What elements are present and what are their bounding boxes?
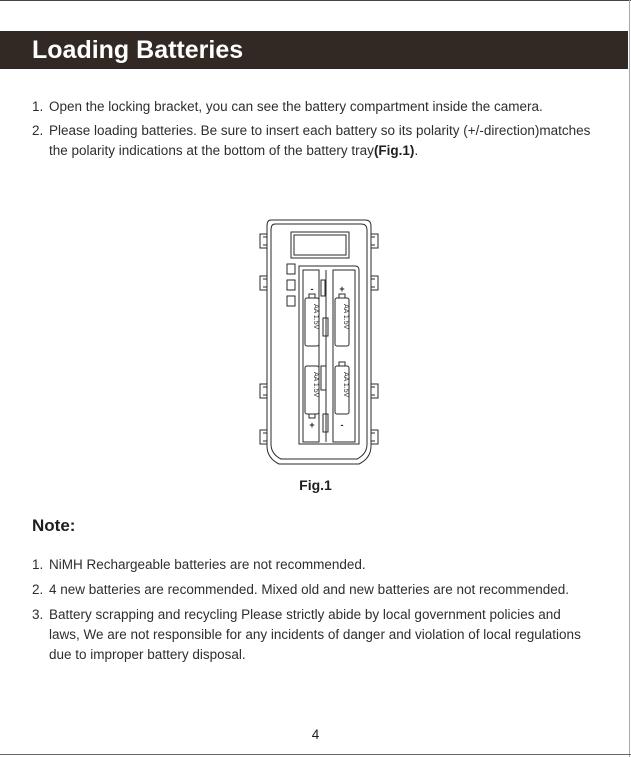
note-number: 1. xyxy=(32,557,44,572)
figure-caption: Fig.1 xyxy=(299,477,332,493)
step-item xyxy=(32,97,592,117)
step-number: 1. xyxy=(32,99,44,114)
note-item xyxy=(32,605,592,665)
step-item xyxy=(32,121,592,161)
battery-2-label: AA 1.5V xyxy=(342,304,349,330)
note-text: Battery scrapping and recycling Please strictly abide by local government policies and laws, We are not responsible for any incidents of danger and violation of local regulations due to improper battery disposal. xyxy=(49,607,581,662)
page-top-border xyxy=(0,0,631,1)
polarity-minus-top-left: - xyxy=(310,284,314,294)
polarity-plus-top-right: + xyxy=(339,284,345,294)
display-window xyxy=(291,232,349,258)
note-item xyxy=(32,580,592,600)
mount-tab-right-1 xyxy=(371,234,378,248)
note-text: NiMH Rechargeable batteries are not recommended. xyxy=(49,557,366,572)
mount-tab-left-1 xyxy=(260,234,267,248)
battery-1-label: AA 1.5V xyxy=(312,304,319,330)
step-text xyxy=(32,121,592,161)
note-number: 2. xyxy=(32,582,44,597)
battery-tray xyxy=(299,266,359,444)
header-bar xyxy=(0,31,628,69)
mount-tab-left-3 xyxy=(260,384,267,398)
battery-4-label: AA 1.5V xyxy=(342,372,349,398)
mount-tab-left-2 xyxy=(260,276,267,290)
mount-tab-right-2 xyxy=(371,276,378,290)
switch-3 xyxy=(287,296,295,306)
page-title: Loading Batteries xyxy=(32,36,244,64)
instruction-steps xyxy=(32,97,592,165)
contact-top xyxy=(321,280,325,296)
display-window-inner xyxy=(294,235,346,255)
note-number: 3. xyxy=(32,607,44,622)
polarity-minus-bottom-right: - xyxy=(340,420,344,430)
page-number: 4 xyxy=(311,727,320,742)
mount-tab-right-4 xyxy=(371,430,378,444)
step-text-body: Please loading batteries. Be sure to insert each battery so its polarity (+/-direction)matches the polarity indications at the bottom of the battery tray xyxy=(49,123,591,158)
battery-column-left xyxy=(303,270,319,442)
note-item xyxy=(32,555,592,575)
note-text: 4 new batteries are recommended. Mixed old and new batteries are not recommended. xyxy=(49,582,570,597)
step-number: 2. xyxy=(32,123,44,138)
step-text: Open the locking bracket, you can see the battery compartment inside the camera. xyxy=(49,99,543,114)
mount-tab-right-3 xyxy=(371,384,378,398)
polarity-plus-bottom-left: + xyxy=(309,420,315,430)
battery-column-right xyxy=(333,270,355,442)
note-list xyxy=(32,555,592,670)
switch-2 xyxy=(287,280,295,290)
battery-3-label: AA 1.5V xyxy=(312,372,319,398)
contact-middle-2 xyxy=(321,366,326,390)
page-bottom-border xyxy=(0,754,631,755)
figure-reference: (Fig.1) xyxy=(373,143,415,158)
switch-1 xyxy=(287,264,295,274)
battery-compartment-diagram xyxy=(255,218,383,466)
note-title: Note: xyxy=(32,516,76,535)
step-text-end: . xyxy=(414,143,419,158)
mount-tab-left-4 xyxy=(260,430,267,444)
page-right-border xyxy=(629,0,630,757)
